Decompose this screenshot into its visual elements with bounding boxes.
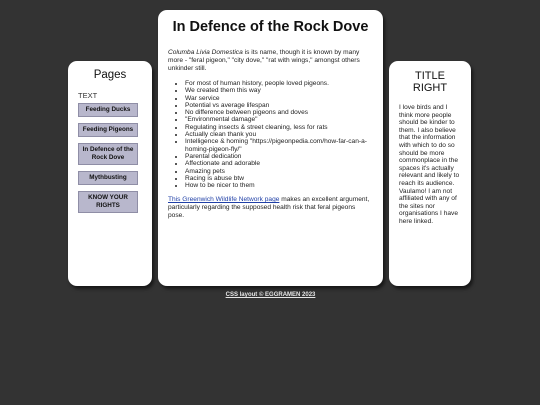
right-text: I love birds and I think more people should be kinder to them. I also believe that the information with which to do so should be more commonplace in the spaces it's actually relevant and likely to reach its audience. Vaulamo! I am not affiliated with any of the sites nor organisations I have here linked. <box>399 104 460 225</box>
list-item: • Parental dedication <box>185 153 373 160</box>
right-sidebar <box>389 61 471 286</box>
list-item: • How to be nicer to them <box>185 182 373 189</box>
sidebar-label: TEXT <box>78 91 98 100</box>
page-title: In Defence of the Rock Dove <box>172 19 369 35</box>
list-item: • We created them this way <box>185 87 373 94</box>
scientific-name: Columba Livia Domestica <box>168 49 243 56</box>
footer-credit[interactable]: CSS layout © EGGRAMEN 2023 <box>225 292 316 298</box>
nav-in-defence-rock-dove[interactable]: In Defence of the Rock Dove <box>78 143 138 165</box>
list-item: • Potential vs average lifespan <box>185 102 373 109</box>
list-item: • Racing is abuse btw <box>185 175 373 182</box>
list-item: • For most of human history, people loved pigeons. <box>185 80 373 87</box>
list-item: • Regulating insects & street cleaning, less for rats <box>185 124 373 131</box>
left-sidebar <box>68 61 152 286</box>
list-item: • War service <box>185 95 373 102</box>
outro-paragraph <box>168 196 373 220</box>
nav-feeding-pigeons[interactable]: Feeding Pigeons <box>78 123 138 137</box>
intro-text: is its name, though it is known by many more - "feral pigeon," "city dove," "rat with wings," amongst others unkinder still. <box>168 49 360 72</box>
list-item: • Affectionate and adorable <box>185 160 373 167</box>
nav-feeding-ducks[interactable]: Feeding Ducks <box>78 103 138 117</box>
intro-paragraph <box>168 49 373 73</box>
outro-text: makes an excellent argument, particularly regarding the supposed health risk that feral pigeons pose. <box>168 196 370 220</box>
nav-mythbusting[interactable]: Mythbusting <box>78 171 138 185</box>
list-item: • Intelligence & homing "https://pigeonpedia.com/how-far-can-a-homing-pigeon-fly/" <box>185 138 373 153</box>
list-item: • "Environmental damage" <box>185 116 373 123</box>
list-item: • Actually clean thank you <box>185 131 373 138</box>
right-title: TITLE RIGHT <box>412 70 448 94</box>
nav-know-your-rights[interactable]: KNOW YOUR RIGHTS <box>78 191 138 213</box>
sidebar-title: Pages <box>93 69 127 81</box>
list-item: • Amazing pets <box>185 168 373 175</box>
list-item: • No difference between pigeons and doves <box>185 109 373 116</box>
main-content <box>158 10 383 286</box>
topic-list <box>168 80 373 189</box>
greenwich-wildlife-link[interactable]: This Greenwich Wildlife Network page <box>168 196 280 204</box>
